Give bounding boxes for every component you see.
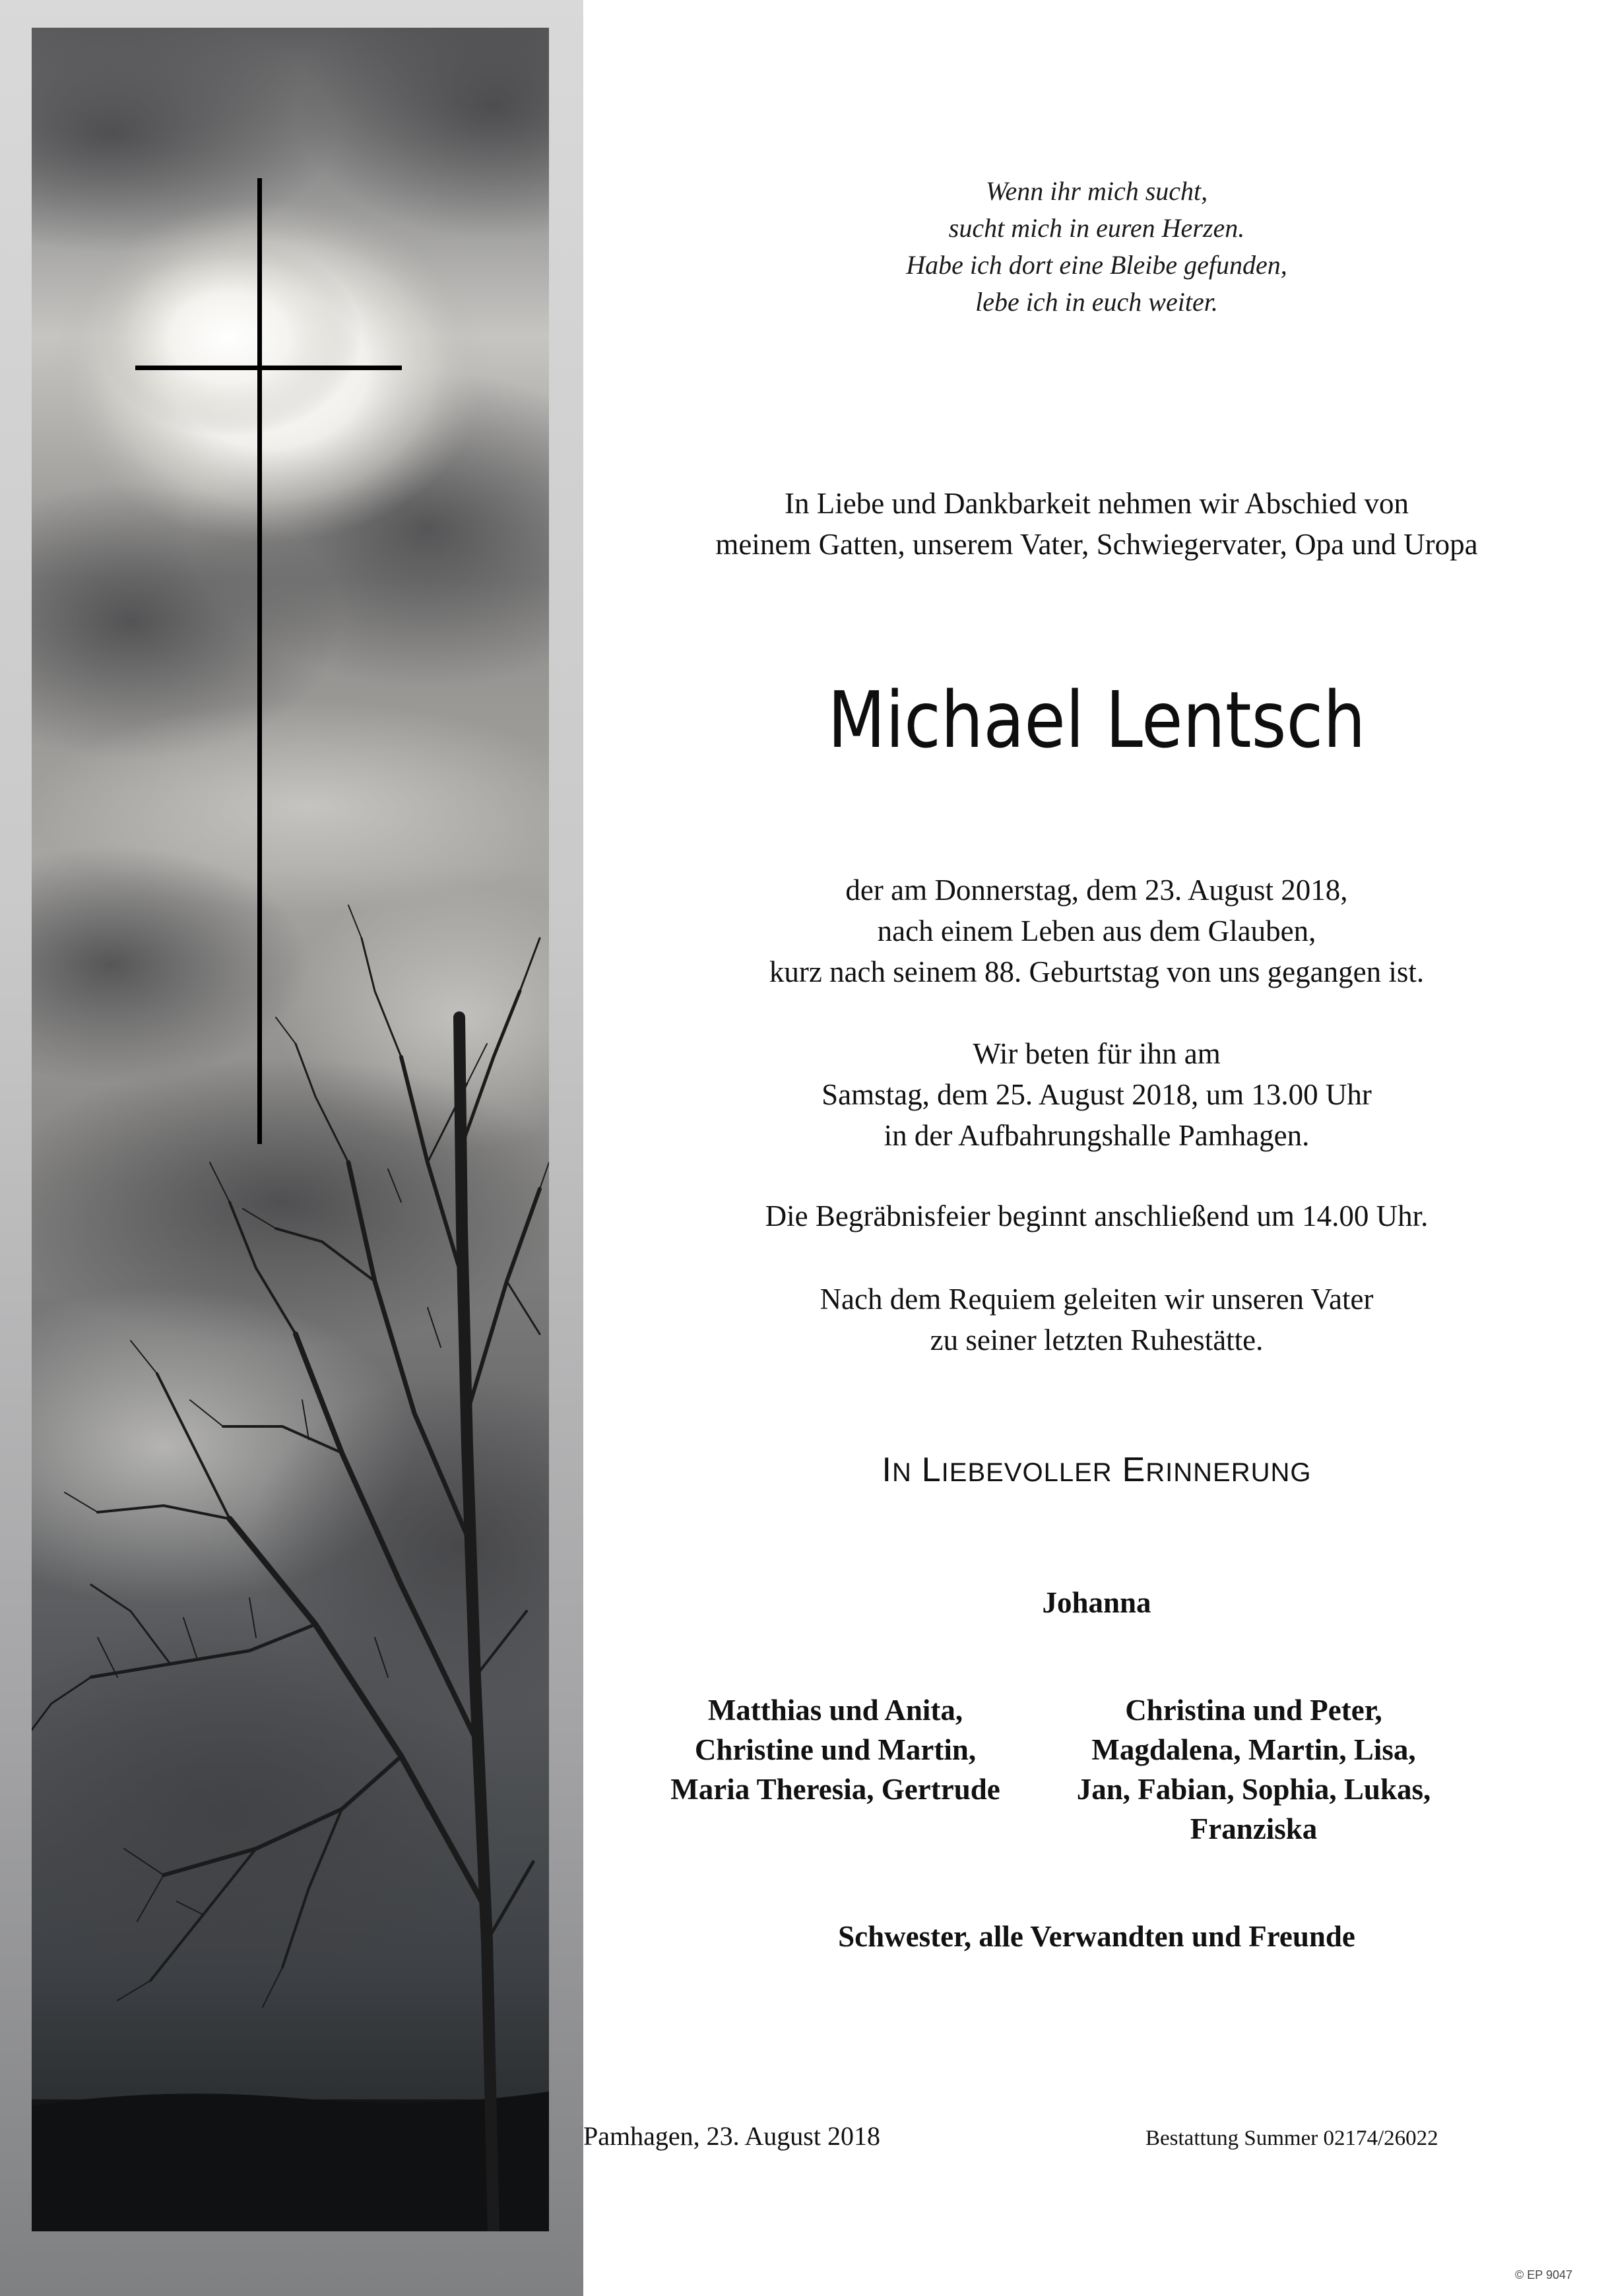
requiem-line: zu seiner letzten Ruhestätte.	[930, 1323, 1264, 1356]
prayer-notice	[583, 1033, 1610, 1156]
place-date: Pamhagen, 23. August 2018	[583, 2121, 880, 2151]
deceased-name: Michael Lentsch	[827, 674, 1366, 765]
death-line: kurz nach seinem 88. Geburtstag von uns gegangen ist.	[769, 955, 1425, 988]
prayer-line: in der Aufbahrungshalle Pamhagen.	[884, 1119, 1310, 1152]
memory-rest: IEBEVOLLER	[941, 1458, 1112, 1487]
mourner-line: Franziska	[1190, 1812, 1318, 1845]
sky-photo	[32, 28, 549, 2231]
mourners-others: Schwester, alle Verwandten und Freunde	[838, 1920, 1355, 1953]
prayer-line: Wir beten für ihn am	[973, 1037, 1221, 1070]
death-line: der am Donnerstag, dem 23. August 2018,	[845, 874, 1348, 907]
intro-line: In Liebe und Dankbarkeit nehmen wir Abschied von	[785, 487, 1409, 520]
mourner-line: Christine und Martin,	[694, 1733, 977, 1766]
poem-line: Wenn ihr mich sucht,	[985, 176, 1208, 206]
poem-line: sucht mich in euren Herzen.	[948, 213, 1245, 243]
photo-frame	[0, 0, 583, 2296]
memory-rest: RINNERUNG	[1145, 1458, 1312, 1487]
mourner-line: Christina und Peter,	[1125, 1694, 1382, 1727]
poem-line: lebe ich in euch weiter.	[975, 287, 1218, 317]
death-notice	[583, 870, 1610, 992]
poem	[583, 173, 1610, 321]
mourner-line: Magdalena, Martin, Lisa,	[1091, 1733, 1416, 1766]
requiem-line: Nach dem Requiem geleiten wir unseren Vater	[820, 1283, 1374, 1316]
intro-line: meinem Gatten, unserem Vater, Schwiegervater, Opa und Uropa	[715, 528, 1478, 561]
memory-initial: L	[921, 1451, 942, 1489]
funeral-line: Die Begräbnisfeier beginnt anschließend um 14.00 Uhr.	[765, 1199, 1429, 1232]
memory-initial: E	[1122, 1451, 1146, 1489]
obituary-text	[583, 0, 1610, 2296]
death-line: nach einem Leben aus dem Glauben,	[877, 914, 1316, 947]
memory-initial: I	[882, 1451, 892, 1489]
mourners-left-column	[631, 1690, 1040, 1809]
mourner-line: Matthias und Anita,	[707, 1694, 963, 1727]
undertaker-contact: Bestattung Summer 02174/26022	[1145, 2126, 1438, 2150]
template-code: © EP 9047	[1515, 2268, 1572, 2281]
prayer-line: Samstag, dem 25. August 2018, um 13.00 Uhr	[821, 1078, 1372, 1111]
mourner-line: Jan, Fabian, Sophia, Lukas,	[1076, 1773, 1431, 1806]
requiem-notice	[583, 1279, 1610, 1360]
mourner-spouse: Johanna	[1042, 1586, 1151, 1619]
memory-rest: N	[891, 1458, 912, 1487]
memory-heading	[583, 1448, 1610, 1495]
funeral-notice	[583, 1196, 1610, 1236]
farewell-intro	[583, 483, 1610, 565]
mourner-line: Maria Theresia, Gertrude	[670, 1773, 1000, 1806]
poem-line: Habe ich dort eine Bleibe gefunden,	[906, 250, 1287, 280]
mourners-right-column	[1049, 1690, 1458, 1849]
